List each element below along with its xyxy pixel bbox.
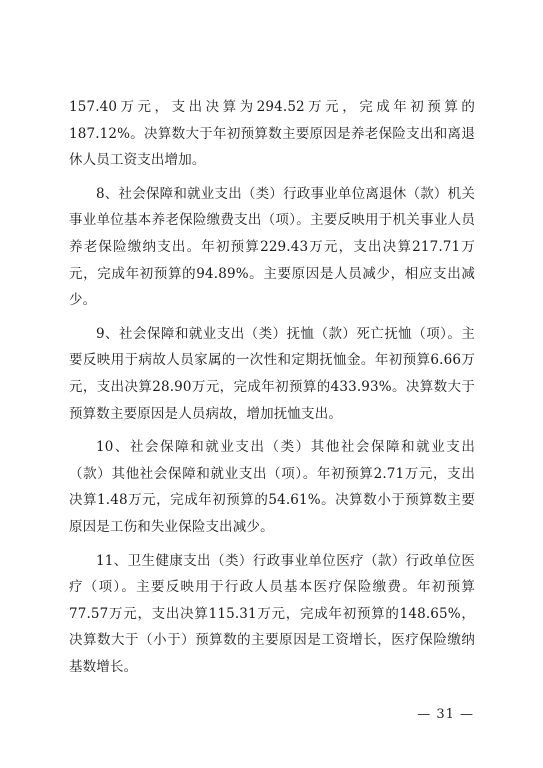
paragraph-item-9: 9、社会保障和就业支出（类）抚恤（款）死亡抚恤（项）。主要反映用于病故人员家属的一次性和定期抚恤金。年初预算6.66万元，支出决算28.90万元，完成年初预算的433.93%。决算数大于预算数主要原因是人员病故，增加抚恤支出。 xyxy=(69,325,475,422)
paragraph-continuation: 157.40万元，支出决算为294.52万元，完成年初预算的187.12%。决算数大于年初预算数主要原因是养老保险支出和离退休人员工资支出增加。 xyxy=(69,99,475,169)
paragraph-item-8: 8、社会保障和就业支出（类）行政事业单位离退休（款）机关事业单位基本养老保险缴费支出（项）。主要反映用于机关事业人员养老保险缴纳支出。年初预算229.43万元，支出决算217.71万元，完成年初预算的94.89%。主要原因是人员减少，相应支出减少。 xyxy=(69,185,475,309)
paragraph-item-10: 10、社会保障和就业支出（类）其他社会保障和就业支出（款）其他社会保障和就业支出（项）。年初预算2.71万元，支出决算1.48万元，完成年初预算的54.61%。决算数小于预算数主要原因是工伤和失业保险支出减少。 xyxy=(69,439,475,535)
document-body xyxy=(69,94,475,687)
paragraph-item-11: 11、卫生健康支出（类）行政事业单位医疗（款）行政单位医疗（项）。主要反映用于行政人员基本医疗保险缴费。年初预算77.57万元，支出决算115.31万元，完成年初预算的148.65%，决算数大于（小于）预算数的主要原因是工资增长，医疗保险缴纳基数增长。 xyxy=(69,552,475,675)
page-number: — 31 — xyxy=(417,707,474,722)
